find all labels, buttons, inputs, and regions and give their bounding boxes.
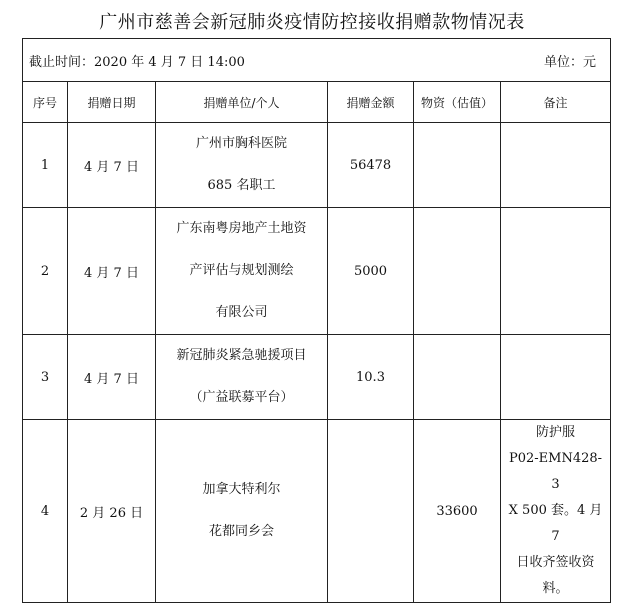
row-amount [328,420,414,603]
header-goods: 物资（估值） [414,82,501,123]
row-remark [501,123,611,208]
row-serial: 4 [23,420,68,603]
row-amount: 56478 [328,123,414,208]
row-goods [414,335,501,420]
row-donor [156,420,328,603]
row-remark [501,420,611,603]
row-serial: 2 [23,208,68,335]
remark-line: 料。 [542,581,569,596]
table-meta-cell [23,39,611,82]
remark-line: P02-EMN428-3 [508,451,603,492]
document-title: 广州市慈善会新冠肺炎疫情防控接收捐赠款物情况表 [99,12,525,33]
table-row [23,123,611,208]
remark-line: 防护服 [536,425,576,440]
donor-line: 广州市胸科医院 [195,136,287,151]
donation-table [22,38,611,603]
donor-line: 产评估与规划测绘 [189,263,294,278]
table-row [23,208,611,335]
donor-line: 广东南粤房地产土地资 [176,221,307,236]
table-row [23,335,611,420]
donor-line: 有限公司 [215,305,268,320]
row-date: 4 月 7 日 [68,335,156,420]
row-amount: 5000 [328,208,414,335]
donor-line: 花都同乡会 [208,524,274,539]
currency-unit: 单位：元 [544,54,597,70]
header-donor: 捐赠单位/个人 [156,82,328,123]
remark-line: 日收齐签收资 [516,555,595,570]
row-remark [501,208,611,335]
row-amount: 10.3 [328,335,414,420]
row-donor [156,208,328,335]
donor-line: 加拿大特利尔 [202,482,281,497]
row-serial: 3 [23,335,68,420]
header-amount: 捐赠金额 [328,82,414,123]
table-header-row [23,82,611,123]
remark-line: X 500 套。4 月 7 [508,503,603,544]
row-goods [414,208,501,335]
table-row [23,420,611,603]
header-date: 捐赠日期 [68,82,156,123]
row-date: 4 月 7 日 [68,208,156,335]
row-donor [156,123,328,208]
donor-line: 685 名职工 [207,178,276,193]
row-date: 4 月 7 日 [68,123,156,208]
row-date: 2 月 26 日 [68,420,156,603]
table-meta-row [23,39,611,82]
header-remark: 备注 [501,82,611,123]
donor-line: 新冠肺炎紧急驰援项目 [176,348,307,363]
header-serial: 序号 [23,82,68,123]
row-serial: 1 [23,123,68,208]
cutoff-time: 截止时间：2020 年 4 月 7 日 14:00 [29,54,245,70]
donor-line: （广益联募平台） [189,390,294,405]
row-goods: 33600 [414,420,501,603]
row-goods [414,123,501,208]
row-donor [156,335,328,420]
row-remark [501,335,611,420]
